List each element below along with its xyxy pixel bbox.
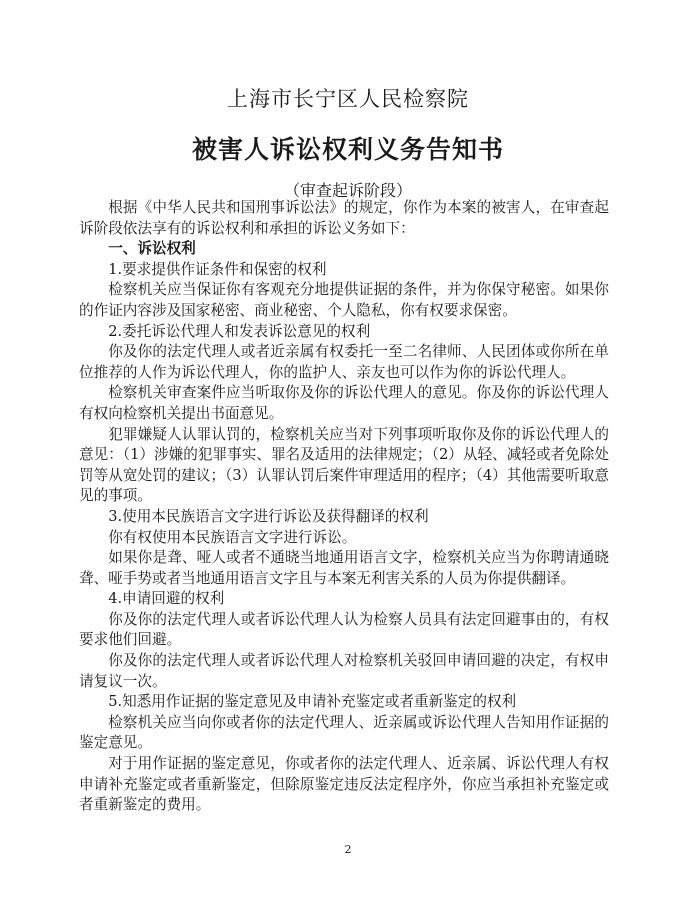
paragraph: 对于用作证据的鉴定意见，你或者你的法定代理人、近亲属、诉讼代理人有权申请补充鉴定或者重新鉴定，但除原鉴定违反法定程序外，你应当承担补充鉴定或者重新鉴定的费用。 (79, 755, 609, 814)
procedure-stage: （审查起诉阶段） (283, 181, 412, 200)
item-heading: 1.要求提供作证条件和保密的权利 (108, 260, 327, 278)
item-heading: 3.使用本民族语言文字进行诉讼及获得翻译的权利 (108, 507, 429, 525)
paragraph: 检察机关应当保证你有客观充分地提供证据的条件，并为你保守秘密。如果你的作证内容涉及国家秘密、商业秘密、个人隐私，你有权要求保密。 (79, 281, 609, 319)
paragraph: 检察机关审查案件应当听取你及你的诉讼代理人的意见。你及你的诉讼代理人有权向检察机关提出书面意见。 (79, 384, 609, 422)
document-body (79, 198, 609, 816)
paragraph: 你及你的法定代理人或者近亲属有权委托一至二名律师、人民团体或你所在单位推荐的人作为诉讼代理人，你的监护人、亲友也可以作为你的诉讼代理人。 (79, 343, 609, 381)
paragraph: 你及你的法定代理人或者诉讼代理人对检察机关驳回申请回避的决定，有权申请复议一次。 (79, 652, 609, 690)
paragraph: 犯罪嫌疑人认罪认罚的，检察机关应当对下列事项听取你及你的诉讼代理人的意见：（1）涉嫌的犯罪事实、罪名及适用的法律规定；（2）从轻、减轻或者免除处罚等从宽处罚的建议；（3）认罪认罚后案件审理适用的程序；（4）其他需要听取意见的事项。 (79, 425, 609, 505)
page-number: 2 (344, 843, 352, 856)
section-heading: 一、诉讼权利 (108, 240, 196, 258)
item-heading: 5.知悉用作证据的鉴定意见及申请补充鉴定或者重新鉴定的权利 (108, 693, 517, 711)
document-title: 被害人诉讼权利义务告知书 (191, 135, 504, 164)
item-heading: 4.申请回避的权利 (108, 590, 225, 608)
paragraph: 检察机关应当向你或者你的法定代理人、近亲属或诉讼代理人告知用作证据的鉴定意见。 (79, 713, 609, 752)
paragraph: 你有权使用本民族语言文字进行诉讼。 (108, 528, 357, 546)
intro-paragraph: 根据《中华人民共和国刑事诉讼法》的规定，你作为本案的被害人，在审查起诉阶段依法享有的诉讼权利和承担的诉讼义务如下： (79, 199, 609, 237)
organization-name: 上海市长宁区人民检察院 (227, 87, 469, 111)
paragraph: 你及你的法定代理人或者诉讼代理人认为检察人员具有法定回避事由的，有权要求他们回避。 (79, 610, 609, 649)
paragraph: 如果你是聋、哑人或者不通晓当地通用语言文字，检察机关应当为你聘请通晓聋、哑手势或者当地通用语言文字且与本案无利害关系的人员为你提供翻译。 (79, 549, 609, 587)
item-heading: 2.委托诉讼代理人和发表诉讼意见的权利 (108, 322, 371, 340)
